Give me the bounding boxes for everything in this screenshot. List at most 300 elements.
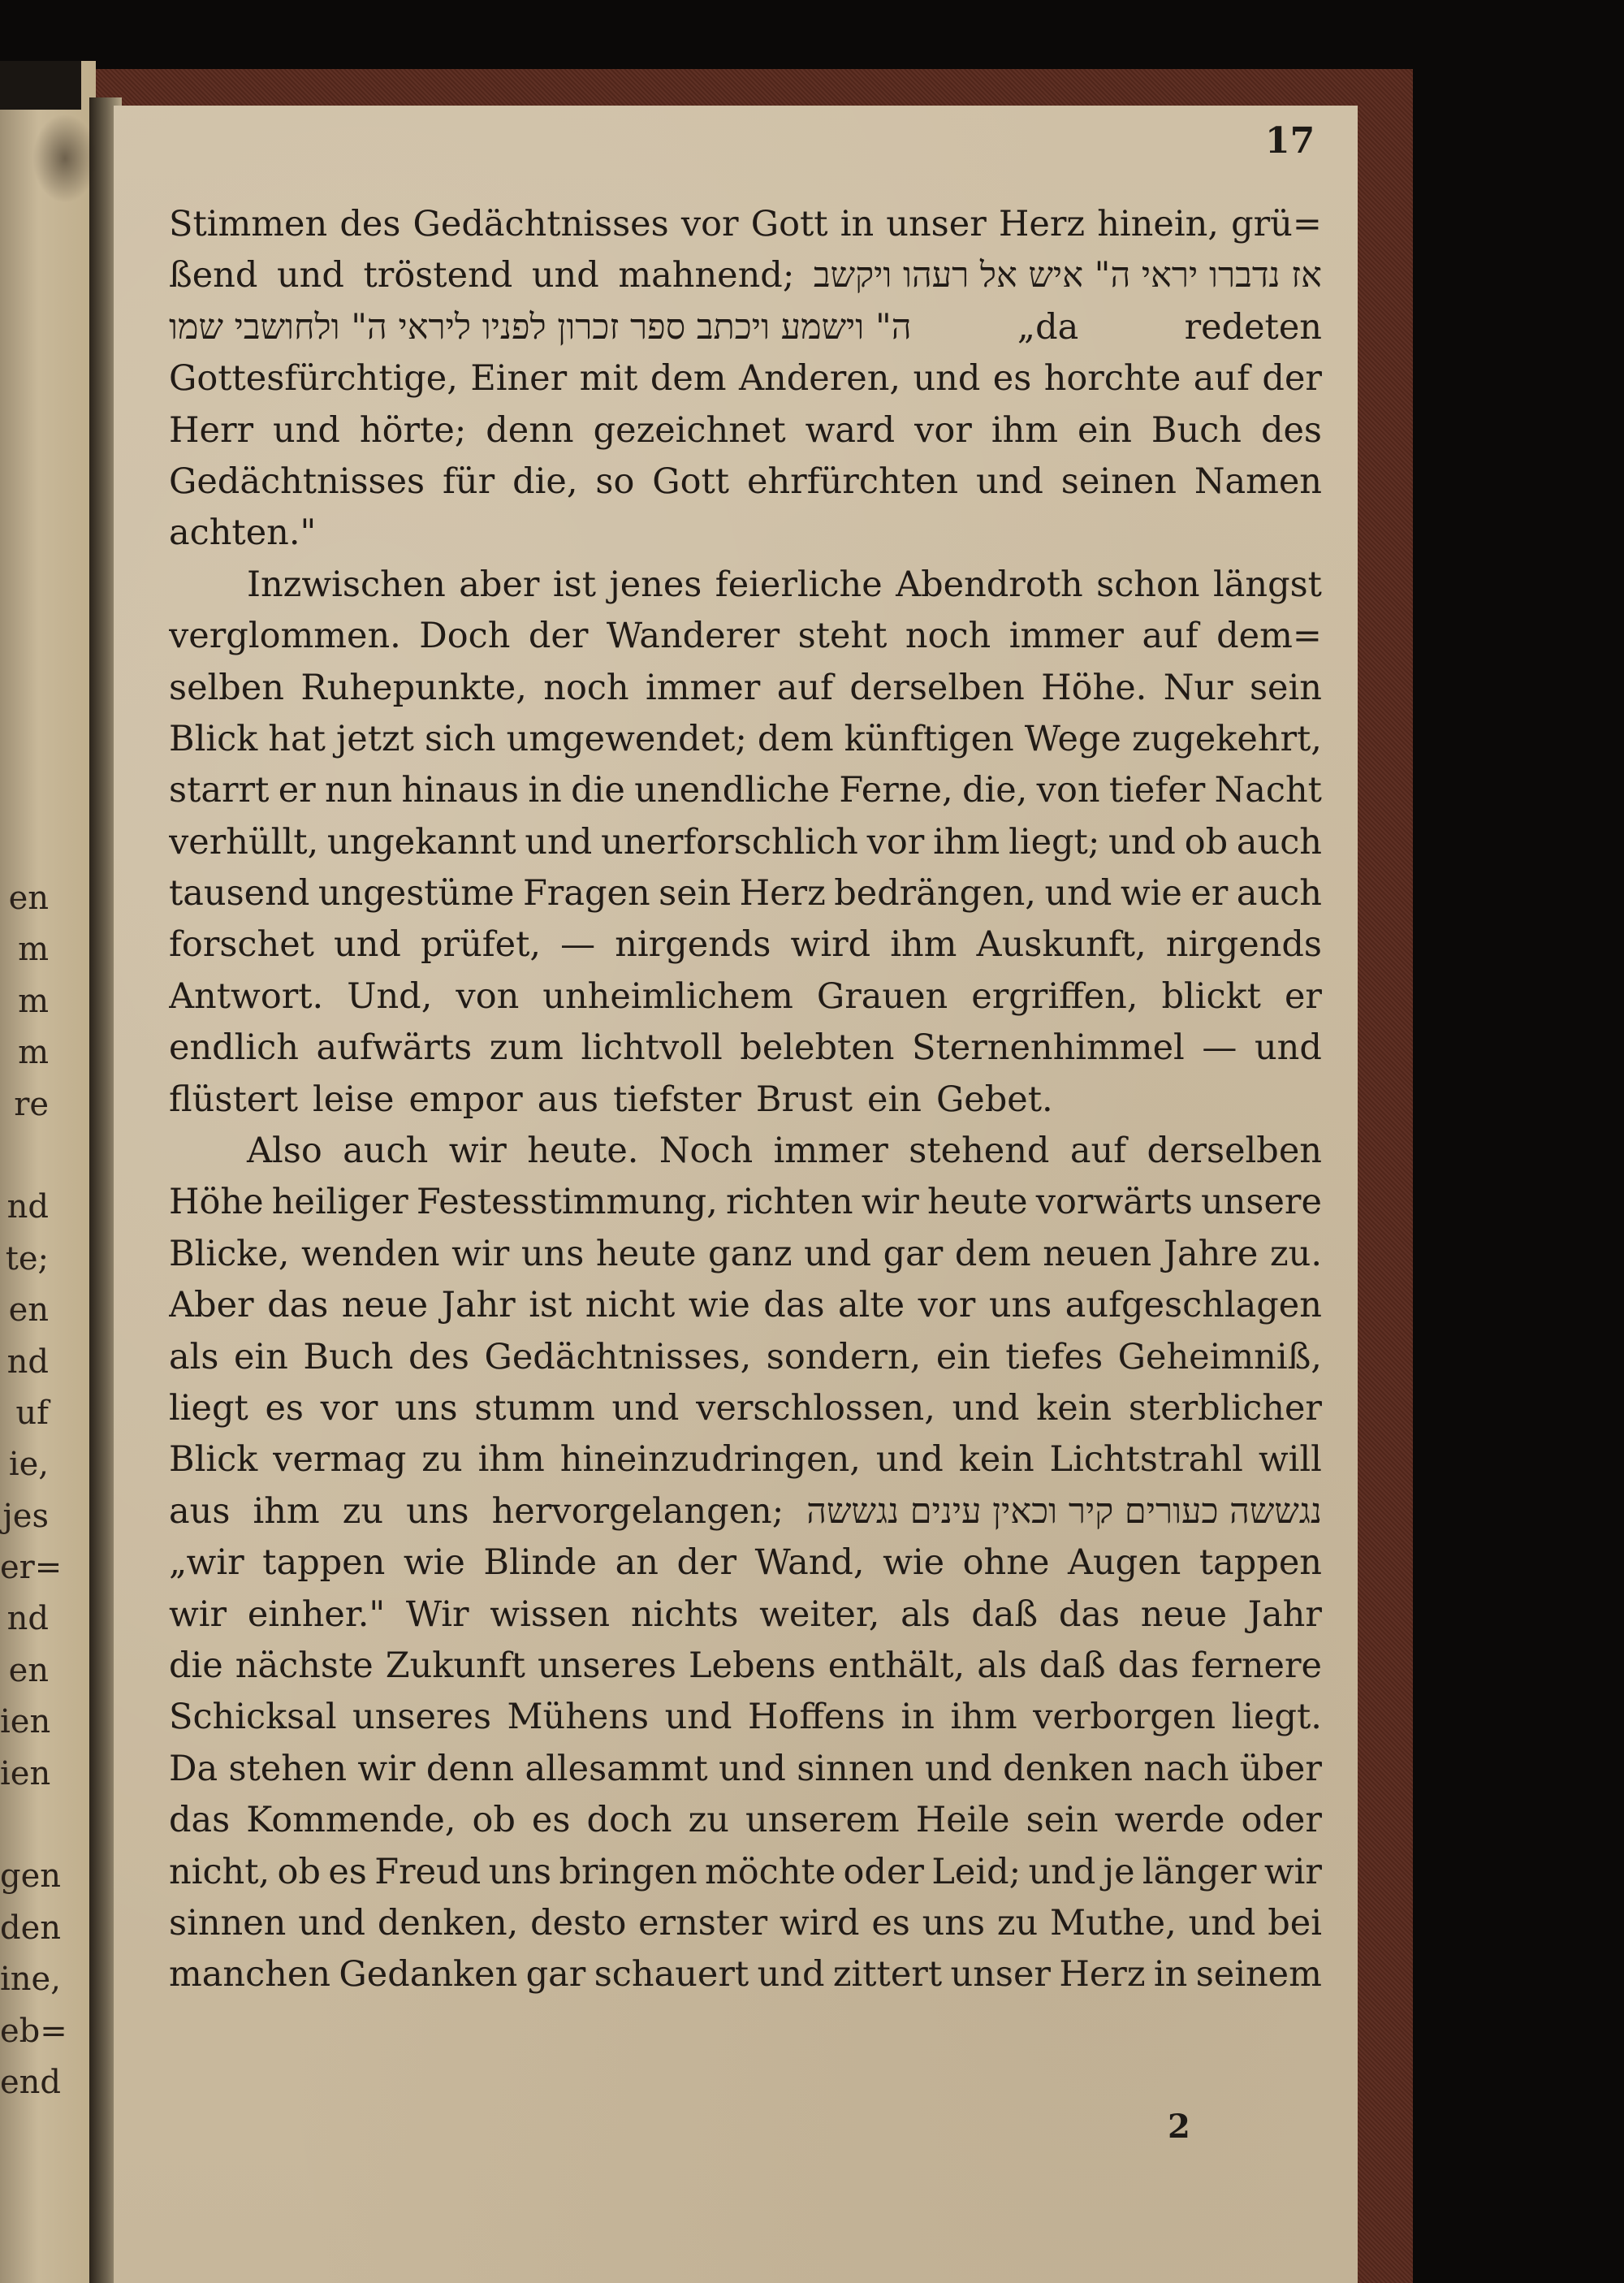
text-line xyxy=(169,1126,1322,1177)
word: forschet xyxy=(169,924,314,966)
text-line xyxy=(169,353,1322,404)
left-page-fragment: ie, xyxy=(8,1446,49,1484)
word: Gedächtnisses, xyxy=(484,1336,752,1377)
word: zu. xyxy=(1269,1233,1322,1274)
word: achten." xyxy=(169,512,317,554)
word: „wir xyxy=(169,1542,244,1584)
word: noch xyxy=(905,616,991,657)
word: ward xyxy=(805,409,896,451)
word: Wege xyxy=(1024,718,1121,759)
word: Gottesfürchtige, xyxy=(169,358,458,400)
word: weiter, xyxy=(759,1593,880,1635)
word: nächste xyxy=(235,1645,374,1686)
word: Festesstimmung, xyxy=(416,1182,718,1223)
word: bedrängen, xyxy=(834,873,1036,914)
word: vor xyxy=(866,821,925,863)
word: Freud xyxy=(374,1851,482,1892)
word: daß xyxy=(1039,1645,1106,1686)
book-page xyxy=(114,106,1358,2283)
word: Gott xyxy=(750,204,828,244)
word: derselben xyxy=(1147,1131,1322,1172)
word: und xyxy=(1254,1027,1322,1069)
word: und xyxy=(531,255,599,296)
word: und xyxy=(273,409,340,451)
left-page-fragment: ien xyxy=(0,1754,51,1792)
word: stumm xyxy=(474,1387,595,1429)
text-line xyxy=(169,971,1322,1023)
word: als xyxy=(169,1336,219,1377)
word: Wir xyxy=(405,1593,469,1635)
word: neue xyxy=(341,1285,429,1326)
word: Höhe. xyxy=(1041,667,1147,708)
word: Nur xyxy=(1163,667,1233,708)
word: Also xyxy=(247,1131,322,1172)
word: liegt; xyxy=(1009,821,1100,863)
word: vorwärts xyxy=(1035,1182,1193,1223)
word: verhüllt, xyxy=(169,821,319,863)
text-line xyxy=(169,1641,1322,1692)
word: und xyxy=(924,1748,992,1789)
word: wir xyxy=(451,1233,510,1274)
word: Brust xyxy=(755,1079,853,1120)
word: zu xyxy=(996,1902,1039,1944)
word: wenden xyxy=(300,1233,440,1274)
word: Gott xyxy=(652,460,730,502)
word: sich xyxy=(425,718,496,759)
left-page-fragment: m xyxy=(18,982,49,1020)
word: sterblicher xyxy=(1128,1387,1322,1429)
text-line xyxy=(169,1486,1322,1537)
word: hervorgelangen; xyxy=(491,1490,784,1532)
word: bringen xyxy=(559,1851,698,1892)
word: ihm xyxy=(991,409,1059,451)
word: ungekannt xyxy=(326,821,516,863)
word: und xyxy=(298,1902,366,1944)
word: redeten xyxy=(1184,306,1322,348)
word: Jahr xyxy=(441,1285,516,1326)
word: Fragen xyxy=(522,873,650,914)
word: ßend xyxy=(169,255,258,296)
page-body-text xyxy=(169,199,1322,2001)
word: ist xyxy=(529,1285,572,1326)
word: doch xyxy=(586,1800,672,1841)
word: Ferne, xyxy=(839,770,953,811)
word: vor xyxy=(918,1285,976,1326)
word: einher." xyxy=(247,1593,386,1635)
word: Wand, xyxy=(754,1542,865,1584)
word: desto xyxy=(530,1902,627,1944)
word: aufgeschlagen xyxy=(1065,1285,1322,1326)
word: uns xyxy=(520,1233,585,1274)
word: werde xyxy=(1114,1800,1225,1841)
word: ihm xyxy=(477,1439,545,1481)
word: Auskunft, xyxy=(976,924,1147,966)
word: alte xyxy=(838,1285,905,1326)
word: Höhe xyxy=(169,1182,264,1223)
word: selben xyxy=(169,667,284,708)
word: liegt. xyxy=(1231,1697,1322,1738)
word: ob xyxy=(1184,821,1229,863)
word: sein xyxy=(659,873,732,914)
word: und xyxy=(1028,1851,1096,1892)
word: wird xyxy=(790,924,871,966)
word: hat xyxy=(268,718,326,759)
left-page-fragment: er= xyxy=(0,1549,63,1587)
word: nirgends xyxy=(615,924,771,966)
word: wissen xyxy=(490,1593,611,1635)
word: Blinde xyxy=(483,1542,598,1584)
word: nicht, xyxy=(169,1851,270,1892)
word: Da xyxy=(169,1748,218,1789)
word: die, xyxy=(961,770,1028,811)
word: ob xyxy=(472,1800,516,1841)
word: heute xyxy=(595,1233,697,1274)
word: neue xyxy=(1140,1593,1228,1635)
word: ergriffen, xyxy=(971,975,1138,1017)
word: sinnen xyxy=(797,1748,914,1789)
word: horchte xyxy=(1043,358,1181,400)
word: fernere xyxy=(1190,1645,1322,1686)
word: leise xyxy=(313,1079,395,1120)
text-line xyxy=(169,405,1322,456)
word: Wanderer xyxy=(606,616,780,657)
word: auch xyxy=(1236,873,1322,914)
word: und xyxy=(804,1233,872,1274)
word: das xyxy=(267,1285,329,1326)
word: des xyxy=(1260,409,1322,451)
word: Einer xyxy=(470,358,568,400)
word: heiliger xyxy=(271,1182,408,1223)
word: sein xyxy=(1249,667,1322,708)
word: denn xyxy=(486,409,574,451)
word: Anderen, xyxy=(738,358,901,400)
word: es xyxy=(265,1387,304,1429)
word: Blicke, xyxy=(169,1233,290,1274)
text-line xyxy=(169,611,1322,662)
text-line xyxy=(169,1589,1322,1641)
word: uns xyxy=(395,1387,458,1429)
word: dem= xyxy=(1216,616,1322,657)
word: hinaus xyxy=(401,770,520,811)
word: verglommen. xyxy=(169,616,401,657)
word: heute xyxy=(927,1182,1028,1223)
left-page-fragment: gen xyxy=(0,1857,62,1896)
word: Doch xyxy=(419,616,511,657)
word: ungestüme xyxy=(317,873,515,914)
word: Gedanken xyxy=(339,1954,518,1995)
text-line xyxy=(169,1332,1322,1383)
word: ehrfürchten xyxy=(747,460,959,502)
text-line xyxy=(169,456,1322,508)
left-page-fragment: den xyxy=(0,1909,62,1947)
word: aus xyxy=(537,1079,599,1120)
word: uns xyxy=(488,1851,552,1892)
word: und xyxy=(1188,1902,1256,1944)
word: aus xyxy=(169,1490,231,1532)
left-page-fragment: ine, xyxy=(0,1961,61,1999)
word: richten xyxy=(726,1182,853,1223)
word: er xyxy=(1190,873,1229,914)
word: immer xyxy=(773,1131,888,1172)
word: tausend xyxy=(169,873,310,914)
left-page-fragment: en xyxy=(8,880,49,917)
word: für xyxy=(443,460,495,502)
word: tiefes xyxy=(1005,1336,1104,1377)
text-line xyxy=(169,1177,1322,1228)
word: steht xyxy=(797,616,888,657)
word: Noch xyxy=(659,1131,754,1172)
word: auf xyxy=(776,667,833,708)
word: sein xyxy=(1026,1800,1099,1841)
word: grü= xyxy=(1231,204,1322,244)
word: in xyxy=(840,204,875,244)
word: denken, xyxy=(377,1902,519,1944)
word: Herz xyxy=(998,204,1086,244)
word: Und, xyxy=(347,975,433,1017)
page-smudge xyxy=(32,114,97,203)
word: Kommende, xyxy=(246,1800,456,1841)
word: ein xyxy=(233,1336,288,1377)
word: zugekehrt, xyxy=(1131,718,1322,759)
text-line xyxy=(169,1692,1322,1743)
text-line xyxy=(169,508,1322,559)
text-line xyxy=(169,1537,1322,1589)
word: von xyxy=(1036,770,1100,811)
word: ihm xyxy=(950,1697,1017,1738)
word: Hoffens xyxy=(747,1697,886,1738)
word: unserem xyxy=(745,1800,900,1841)
word: wird xyxy=(779,1902,860,1944)
word: unser xyxy=(950,1954,1051,1995)
word: uns xyxy=(406,1490,469,1532)
text-line xyxy=(169,765,1322,816)
word: uns xyxy=(922,1902,986,1944)
word: uns xyxy=(988,1285,1052,1326)
word: Inzwischen xyxy=(247,564,446,605)
left-page-fragment: en xyxy=(8,1651,49,1689)
word: ihm xyxy=(933,821,1000,863)
word: empor xyxy=(408,1079,523,1120)
word: allesammt xyxy=(525,1748,708,1789)
word: über xyxy=(1239,1748,1322,1789)
word: von xyxy=(456,975,520,1017)
word: Gedächtnisses xyxy=(412,204,669,244)
word: er xyxy=(1284,975,1322,1017)
word: liegt xyxy=(169,1387,248,1429)
word: Jahr xyxy=(1247,1593,1322,1635)
word: Geheimniß, xyxy=(1117,1336,1322,1377)
word: flüstert xyxy=(169,1079,299,1120)
word: wir xyxy=(861,1182,919,1223)
word: und xyxy=(913,358,981,400)
word: tiefster xyxy=(613,1079,741,1120)
word: und xyxy=(611,1387,680,1429)
word: immer xyxy=(646,667,761,708)
word: Blick xyxy=(169,718,258,759)
word: es xyxy=(992,358,1032,400)
word: in xyxy=(528,770,562,811)
word: dem xyxy=(954,1233,1031,1274)
binding-edge xyxy=(0,61,81,110)
word: jetzt xyxy=(335,718,414,759)
word: Blick xyxy=(169,1439,258,1481)
text-line xyxy=(169,302,1322,353)
word: auch xyxy=(343,1131,429,1172)
word: immer xyxy=(1009,616,1124,657)
left-page-fragment: nd xyxy=(6,1600,49,1638)
word: vor xyxy=(320,1387,378,1429)
word: ernster xyxy=(638,1902,768,1944)
word: wir xyxy=(169,1593,227,1635)
word: und xyxy=(276,255,344,296)
word: gar xyxy=(883,1233,944,1274)
word: es xyxy=(328,1851,367,1892)
word: hinein, xyxy=(1097,204,1219,244)
word: und xyxy=(664,1697,732,1738)
word: die xyxy=(571,770,625,811)
word: längst xyxy=(1212,564,1322,605)
word: umgewendet; xyxy=(506,718,747,759)
word: Leid; xyxy=(931,1851,1021,1892)
word: unendliche xyxy=(634,770,830,811)
word: ihm xyxy=(253,1490,320,1532)
word: ist xyxy=(552,564,596,605)
word: denn xyxy=(425,1748,515,1789)
word: wie xyxy=(403,1542,465,1584)
word: vermag xyxy=(273,1439,407,1481)
word: auf xyxy=(1069,1131,1127,1172)
text-line xyxy=(169,1023,1322,1074)
word: als xyxy=(977,1645,1027,1686)
text-line xyxy=(169,1074,1322,1126)
word: Buch xyxy=(1151,409,1242,451)
word: Herz xyxy=(739,873,826,914)
word: und xyxy=(875,1439,944,1481)
word: endlich xyxy=(169,1027,299,1069)
text-line xyxy=(169,919,1322,971)
word: wie xyxy=(1120,873,1182,914)
word: Aber xyxy=(169,1285,254,1326)
word: Augen xyxy=(1067,1542,1181,1584)
word: zu xyxy=(342,1490,384,1532)
word: tiefer xyxy=(1108,770,1206,811)
word: aufwärts xyxy=(316,1027,473,1069)
word: noch xyxy=(543,667,629,708)
word: in xyxy=(1153,1954,1188,1995)
word: es xyxy=(531,1800,571,1841)
word: möchte xyxy=(705,1851,836,1892)
word: wir xyxy=(1263,1851,1322,1892)
word: vor xyxy=(914,409,972,451)
text-line xyxy=(169,560,1322,611)
word: zittert xyxy=(832,1954,943,1995)
word: zum xyxy=(489,1027,564,1069)
word: tappen xyxy=(1199,1542,1322,1584)
word: zu xyxy=(688,1800,730,1841)
left-page-fragment: nd xyxy=(6,1188,49,1226)
word: denken xyxy=(1003,1748,1133,1789)
word: enthält, xyxy=(827,1645,965,1686)
left-page-fragment: jes xyxy=(2,1497,49,1535)
word: wir xyxy=(448,1131,507,1172)
word: Heile xyxy=(915,1800,1010,1841)
word: ein xyxy=(867,1079,922,1120)
word: und xyxy=(975,460,1043,502)
word: zu xyxy=(421,1439,463,1481)
word: sinnen xyxy=(169,1902,287,1944)
word: dem xyxy=(757,718,834,759)
word: lichtvoll xyxy=(581,1027,723,1069)
word: hörte; xyxy=(359,409,467,451)
word: auf xyxy=(1193,358,1250,400)
left-page-text-fragments xyxy=(0,873,96,2108)
word: daß xyxy=(971,1593,1039,1635)
word: das xyxy=(1117,1645,1179,1686)
word: künftigen xyxy=(844,718,1014,759)
text-line xyxy=(169,1229,1322,1280)
word: derselben xyxy=(849,667,1025,708)
word: der xyxy=(1262,358,1322,400)
word: starrt xyxy=(169,770,270,811)
left-page-fragment: uf xyxy=(15,1394,49,1432)
word: schon xyxy=(1096,564,1200,605)
word: Namen xyxy=(1194,460,1322,502)
page-number: 17 xyxy=(1265,120,1315,162)
text-line xyxy=(169,817,1322,868)
left-page-fragment xyxy=(0,1131,96,1182)
word: der xyxy=(528,616,589,657)
word: und xyxy=(1108,821,1176,863)
word: auch xyxy=(1236,821,1322,863)
word: Ruhepunkte, xyxy=(300,667,527,708)
word: seinen xyxy=(1060,460,1177,502)
word: hineinzudringen, xyxy=(559,1439,861,1481)
text-line xyxy=(169,1847,1322,1898)
word: ohne xyxy=(962,1542,1050,1584)
word: Stimmen xyxy=(169,204,328,244)
text-line xyxy=(169,1744,1322,1795)
word: נגששה כעורים קיר וכאין עינים נגששה xyxy=(806,1490,1322,1532)
word: des xyxy=(339,204,401,244)
text-line xyxy=(169,250,1322,301)
word: in xyxy=(901,1697,935,1738)
word: Lichtstrahl xyxy=(1049,1439,1243,1481)
word: ein xyxy=(935,1336,991,1377)
word: Gedächtnisses xyxy=(169,460,425,502)
word: Mühens xyxy=(507,1697,650,1738)
word: will xyxy=(1258,1439,1322,1481)
word: unseres xyxy=(537,1645,676,1686)
word: nun xyxy=(325,770,393,811)
word: je xyxy=(1103,1851,1135,1892)
word: Nacht xyxy=(1214,770,1322,811)
left-page-fragment: eb= xyxy=(0,2012,67,2050)
word: stehen xyxy=(228,1748,348,1789)
left-page-fragment: m xyxy=(18,1034,49,1072)
text-line xyxy=(169,1949,1322,2000)
word: Sternenhimmel xyxy=(912,1027,1185,1069)
word: heute. xyxy=(527,1131,639,1172)
word: ein xyxy=(1078,409,1132,451)
text-line xyxy=(169,199,1322,250)
word: seinem xyxy=(1195,1954,1322,1995)
word: manchen xyxy=(169,1954,331,1995)
word: es xyxy=(871,1902,910,1944)
word: ihm xyxy=(890,924,957,966)
word: unerforschlich xyxy=(601,821,858,863)
text-line xyxy=(169,663,1322,714)
word: Herz xyxy=(1059,1954,1146,1995)
